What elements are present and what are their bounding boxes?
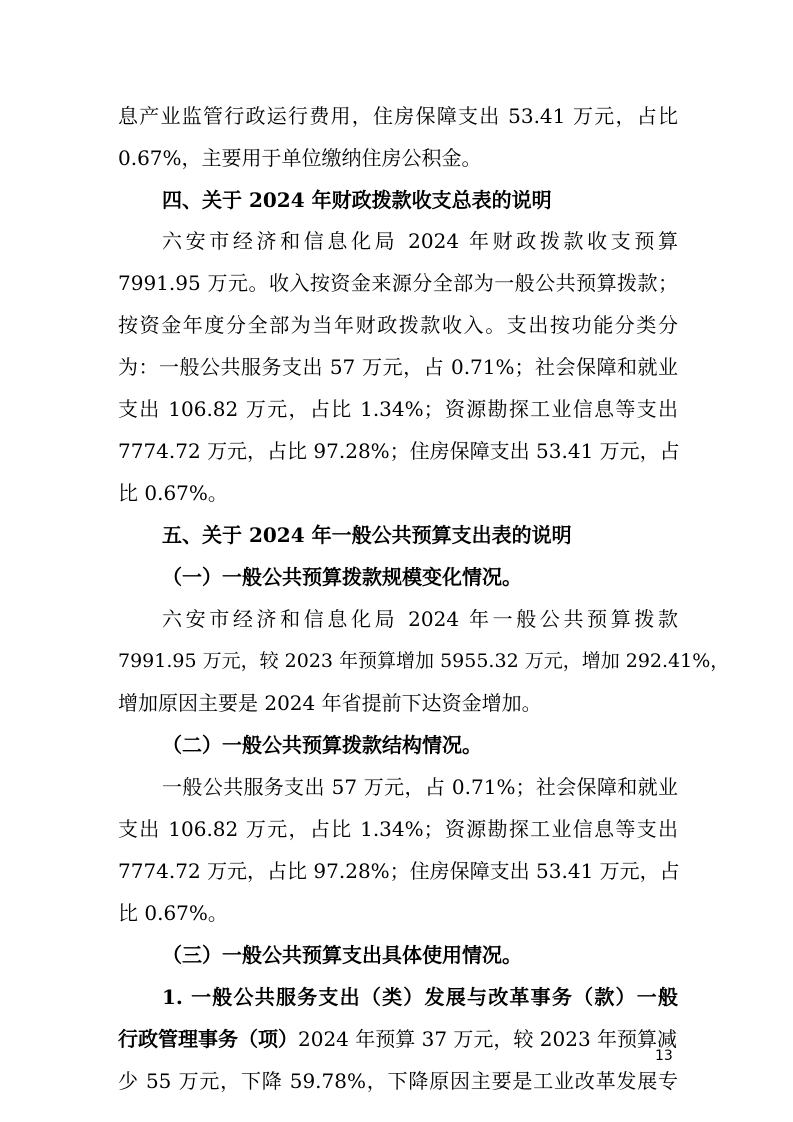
text-line: 按资金年度分全部为当年财政拨款收入。支出按功能分类分 [118, 313, 678, 337]
page-number: 13 [655, 1048, 673, 1064]
text-continuation: 2024 年预算 37 万元，较 2023 年预算减 [298, 1027, 678, 1051]
text-line: 7774.72 万元，占比 97.28%；住房保障支出 53.41 万元，占 [118, 859, 680, 883]
subsection-heading: （一）一般公共预算拨款规模变化情况。 [162, 565, 522, 589]
text-line: 7991.95 万元，较 2023 年预算增加 5955.32 万元，增加 292.41%， [118, 650, 730, 672]
text-line: 六安市经济和信息化局 2024 年财政拨款收支预算 [162, 229, 678, 253]
text-line: 为：一般公共服务支出 57 万元，占 0.71%；社会保障和就业 [118, 355, 678, 379]
text-line-bold: 1. 一般公共服务支出（类）发展与改革事务（款）一般 [162, 985, 678, 1009]
text-line: 7774.72 万元，占比 97.28%；住房保障支出 53.41 万元，占 [118, 439, 680, 463]
text-line: 增加原因主要是 2024 年省提前下达资金增加。 [118, 691, 542, 715]
section-heading: 四、关于 2024 年财政拨款收支总表的说明 [162, 188, 552, 212]
text-line: 比 0.67%。 [118, 481, 228, 505]
subsection-heading: （三）一般公共预算支出具体使用情况。 [162, 943, 522, 967]
text-line: 比 0.67%。 [118, 901, 228, 925]
text-line: 少 55 万元，下降 59.78%，下降原因主要是工业改革发展专 [118, 1069, 678, 1093]
text-line: 息产业监管行政运行费用，住房保障支出 53.41 万元，占比 [118, 104, 678, 128]
text-line: 7991.95 万元。收入按资金来源分全部为一般公共预算拨款； [118, 271, 678, 295]
text-line: 0.67%，主要用于单位缴纳住房公积金。 [118, 146, 482, 170]
subsection-heading: （二）一般公共预算拨款结构情况。 [162, 733, 482, 757]
text-line: 一般公共服务支出 57 万元，占 0.71%；社会保障和就业 [162, 775, 678, 799]
text-line: 支出 106.82 万元，占比 1.34%；资源勘探工业信息等支出 [118, 817, 678, 841]
section-heading: 五、关于 2024 年一般公共预算支出表的说明 [162, 523, 572, 547]
text-line-mixed [118, 1025, 678, 1053]
text-line: 六安市经济和信息化局 2024 年一般公共预算拨款 [162, 607, 678, 631]
text-line: 支出 106.82 万元，占比 1.34%；资源勘探工业信息等支出 [118, 397, 678, 421]
bold-prefix: 行政管理事务（项） [118, 1027, 298, 1051]
